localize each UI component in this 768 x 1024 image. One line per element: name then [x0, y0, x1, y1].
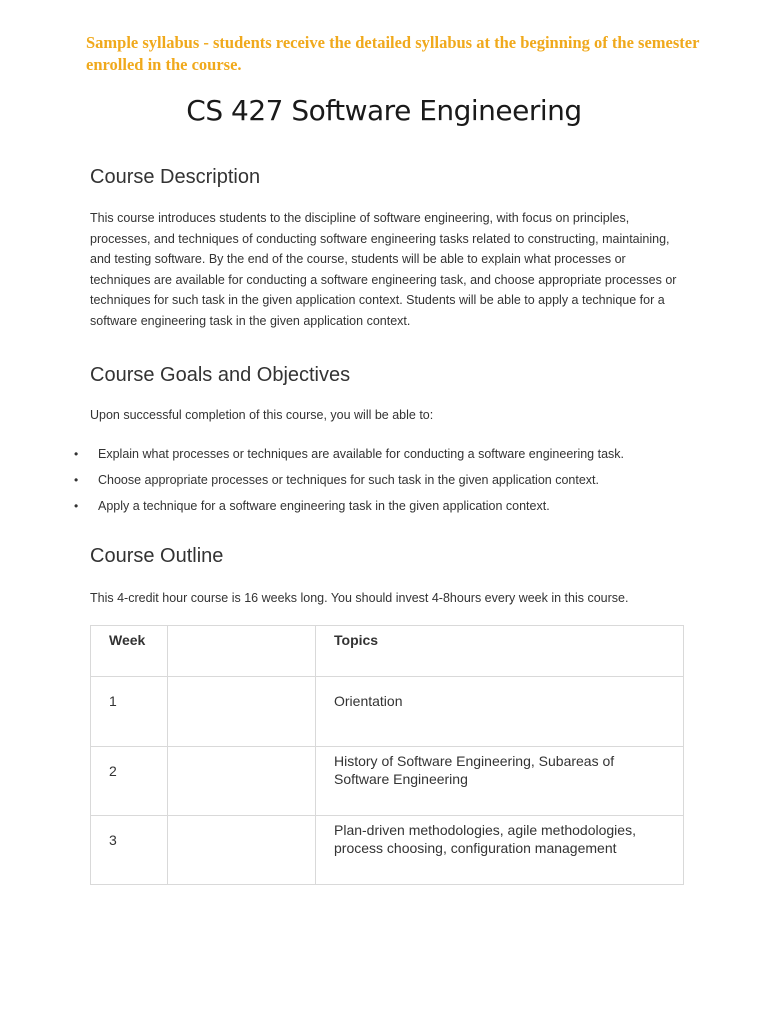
blank-cell — [168, 677, 316, 747]
table-row — [91, 677, 684, 747]
blank-cell — [168, 816, 316, 885]
bullet-icon: • — [74, 499, 79, 513]
topic-cell: Orientation — [316, 677, 684, 747]
week-cell: 3 — [91, 816, 168, 885]
course-outline-heading: Course Outline — [90, 545, 224, 567]
week-cell: 1 — [91, 677, 168, 747]
topic-cell: Plan-driven methodologies, agile methodologies, process choosing, configuration management — [316, 816, 684, 885]
goal-item-text: Explain what processes or techniques are available for conducting a software engineering task. — [98, 447, 625, 461]
column-header-blank — [168, 626, 316, 677]
document-title: CS 427 Software Engineering — [186, 94, 582, 127]
goal-item — [74, 493, 694, 519]
sample-syllabus-notice: Sample syllabus - students receive the detailed syllabus at the beginning of the semester enrolled in the course. — [86, 33, 700, 74]
goals-list — [74, 441, 694, 519]
blank-cell — [168, 747, 316, 816]
table-header-row — [91, 626, 684, 677]
column-header-week: Week — [91, 626, 168, 677]
table-row — [91, 747, 684, 816]
goal-item-text: Apply a technique for a software engineering task in the given application context. — [98, 499, 550, 513]
course-goals-heading: Course Goals and Objectives — [90, 364, 351, 386]
goal-item-text: Choose appropriate processes or techniques for such task in the given application context. — [98, 473, 599, 487]
bullet-icon: • — [74, 447, 79, 461]
goal-item — [74, 441, 694, 467]
column-header-topics: Topics — [316, 626, 684, 677]
week-cell: 2 — [91, 747, 168, 816]
goal-item — [74, 467, 694, 493]
course-description-heading: Course Description — [90, 166, 261, 188]
course-description-text: This course introduces students to the discipline of software engineering, with focus on principles, processes, and techniques of conducting software engineering tasks related to constructing, maintaining, and testing software. By the end of the course, students will be able to explain what processes or techniques are available for conducting a software engineering task, and choose appropriate processes or techniques for such task in the given application context. Students will be able to apply a technique for a software engineering task in the given application context. — [90, 211, 677, 328]
course-goals-intro: Upon successful completion of this course, you will be able to: — [90, 408, 434, 422]
topic-cell: History of Software Engineering, Subareas of Software Engineering — [316, 747, 684, 816]
bullet-icon: • — [74, 473, 79, 487]
course-outline-table — [90, 625, 684, 885]
table-row — [91, 816, 684, 885]
course-outline-intro: This 4-credit hour course is 16 weeks long. You should invest 4-8hours every week in this course. — [90, 591, 629, 605]
